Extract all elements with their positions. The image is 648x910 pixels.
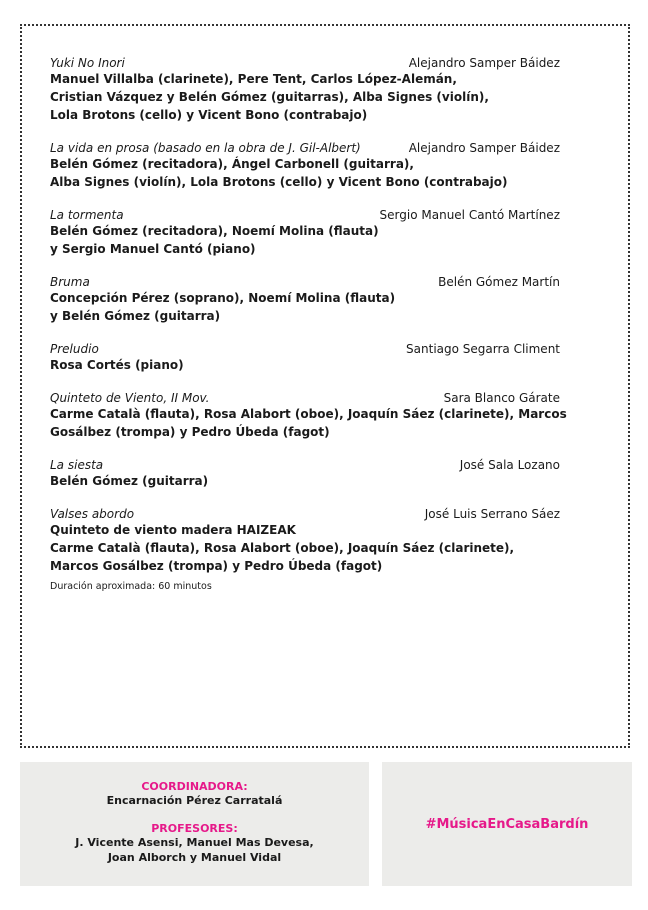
performers-line: Lola Brotons (cello) y Vicent Bono (contrabajo)	[50, 108, 368, 122]
teachers-line: J. Vicente Asensi, Manuel Mas Devesa,	[75, 836, 314, 849]
composer-name: José Luis Serrano Sáez	[424, 507, 560, 521]
hashtag: #MúsicaEnCasaBardín	[425, 816, 589, 832]
performers	[50, 521, 560, 575]
performers-line: Carme Català (flauta), Rosa Alabort (oboe), Joaquín Sáez (clarinete),	[50, 541, 515, 555]
performers-line: Belén Gómez (guitarra)	[50, 474, 209, 488]
performers	[50, 405, 567, 441]
program-entry	[50, 342, 560, 374]
performers-line: Carme Català (flauta), Rosa Alabort (oboe), Joaquín Sáez (clarinete), Marcos	[50, 407, 567, 421]
piece-title: Quinteto de Viento, II Mov.	[50, 391, 210, 405]
program-entry	[50, 507, 560, 575]
piece-title: Preludio	[50, 342, 99, 356]
performers-line: Alba Signes (violín), Lola Brotons (cello) y Vicent Bono (contrabajo)	[50, 175, 508, 189]
composer-name: Alejandro Samper Báidez	[408, 141, 560, 155]
composer-name: José Sala Lozano	[459, 458, 560, 472]
composer-name: Sergio Manuel Cantó Martínez	[379, 208, 560, 222]
performers-line: Belén Gómez (recitadora), Ángel Carbonell (guitarra),	[50, 157, 414, 171]
teachers-line: Joan Alborch y Manuel Vidal	[107, 851, 282, 864]
hashtag-panel	[382, 762, 632, 886]
performers-line: Marcos Gosálbez (trompa) y Pedro Úbeda (fagot)	[50, 559, 383, 573]
program-entry	[50, 56, 560, 124]
program-entry	[50, 141, 560, 191]
performers-line: Rosa Cortés (piano)	[50, 358, 184, 372]
teachers-label: PROFESORES:	[151, 822, 238, 835]
performers	[50, 70, 560, 124]
composer-name: Alejandro Samper Báidez	[408, 56, 560, 70]
credits-panel	[20, 762, 369, 886]
performers-line: Belén Gómez (recitadora), Noemí Molina (flauta)	[50, 224, 379, 238]
coordinator-name: Encarnación Pérez Carratalá	[106, 794, 283, 807]
performers	[50, 222, 560, 258]
performers-line: Gosálbez (trompa) y Pedro Úbeda (fagot)	[50, 425, 330, 439]
program-entry	[50, 275, 560, 325]
composer-name: Santiago Segarra Climent	[406, 342, 560, 356]
performers	[50, 356, 560, 374]
program-entry	[50, 391, 567, 441]
performers	[50, 472, 560, 490]
performers-line: Cristian Vázquez y Belén Gómez (guitarras), Alba Signes (violín),	[50, 90, 489, 104]
piece-title: Bruma	[50, 275, 90, 289]
performers-line: y Sergio Manuel Cantó (piano)	[50, 242, 256, 256]
program-entry	[50, 458, 560, 490]
performers-line: y Belén Gómez (guitarra)	[50, 309, 221, 323]
piece-title: Yuki No Inori	[50, 56, 125, 70]
duration-note: Duración aproximada: 60 minutos	[50, 581, 212, 592]
performers-line: Manuel Villalba (clarinete), Pere Tent, Carlos López-Alemán,	[50, 72, 457, 86]
performers-line: Concepción Pérez (soprano), Noemí Molina (flauta)	[50, 291, 396, 305]
piece-title: Valses abordo	[50, 507, 135, 521]
piece-title: La tormenta	[50, 208, 124, 222]
coordinator-label: COORDINADORA:	[141, 780, 248, 793]
program-list	[50, 56, 567, 592]
piece-title: La vida en prosa (basado en la obra de J. Gil-Albert)	[50, 141, 361, 155]
performers-line: Quinteto de viento madera HAIZEAK	[50, 523, 296, 537]
program-entry	[50, 208, 560, 258]
performers	[50, 155, 560, 191]
composer-name: Sara Blanco Gárate	[443, 391, 560, 405]
piece-title: La siesta	[50, 458, 104, 472]
performers	[50, 289, 560, 325]
composer-name: Belén Gómez Martín	[438, 275, 560, 289]
